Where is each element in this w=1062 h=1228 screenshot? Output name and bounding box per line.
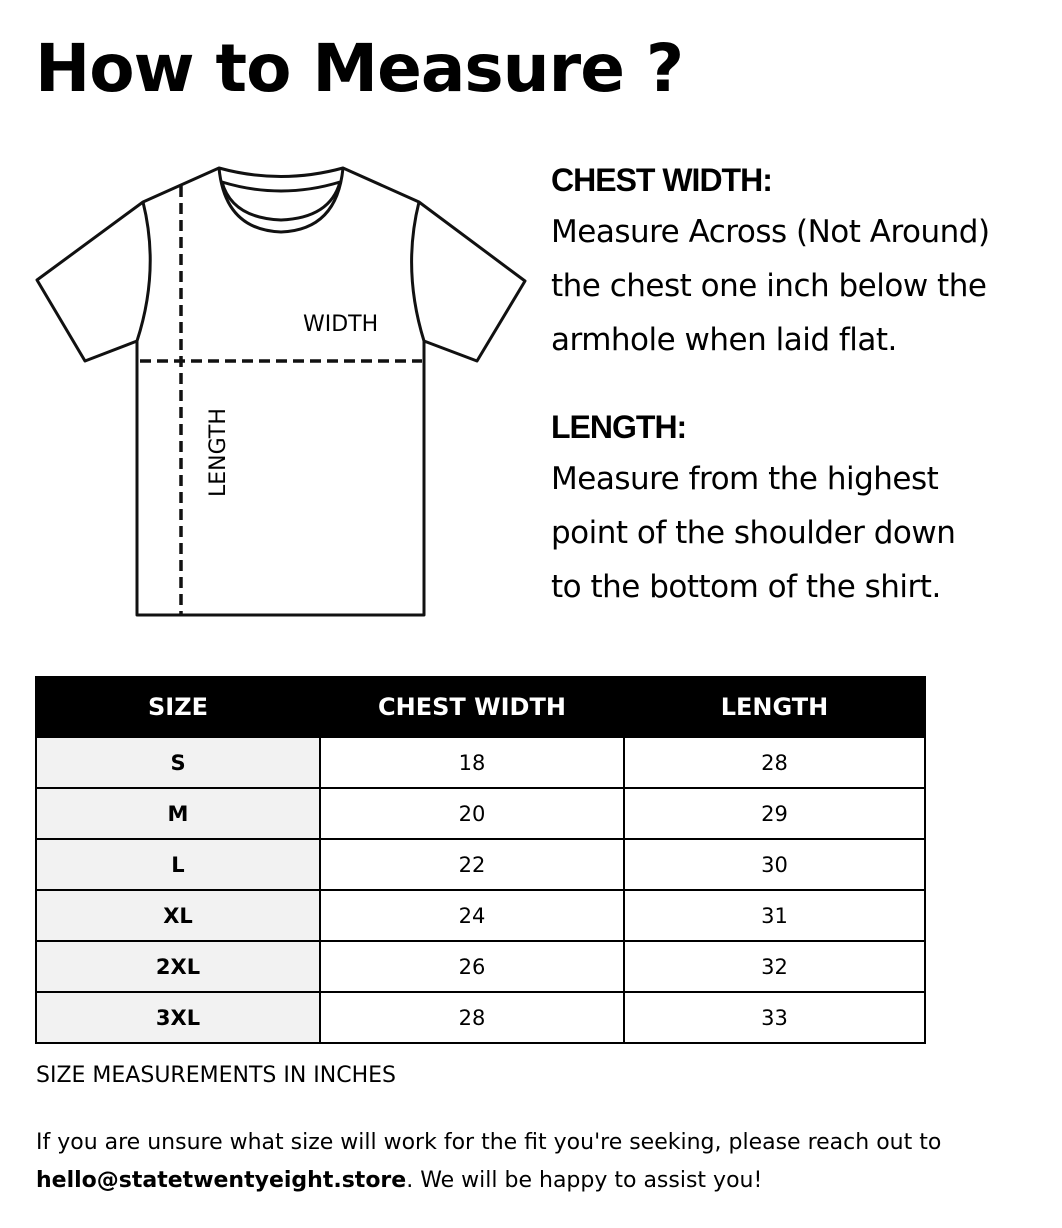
header-length: LENGTH bbox=[624, 677, 925, 737]
length-label: LENGTH bbox=[206, 408, 231, 497]
table-header-row bbox=[36, 677, 925, 737]
length-cell: 33 bbox=[624, 992, 925, 1043]
chest-line: the chest one inch below the bbox=[551, 268, 987, 304]
table-row bbox=[36, 839, 925, 890]
size-chart-table bbox=[35, 676, 926, 1044]
length-text bbox=[551, 452, 1051, 614]
chest-width-cell: 20 bbox=[320, 788, 624, 839]
chest-width-heading: CHEST WIDTH: bbox=[551, 162, 772, 198]
table-row bbox=[36, 890, 925, 941]
chest-width-text bbox=[551, 205, 1051, 367]
help-text-after: . We will be happy to assist you! bbox=[406, 1168, 763, 1193]
chest-width-cell: 22 bbox=[320, 839, 624, 890]
size-cell: M bbox=[36, 788, 320, 839]
page-title: How to Measure ? bbox=[35, 30, 684, 107]
tshirt-diagram bbox=[0, 0, 540, 640]
chest-width-cell: 28 bbox=[320, 992, 624, 1043]
table-row bbox=[36, 737, 925, 788]
size-cell: 3XL bbox=[36, 992, 320, 1043]
chest-line: armhole when laid flat. bbox=[551, 322, 897, 358]
size-cell: 2XL bbox=[36, 941, 320, 992]
length-heading: LENGTH: bbox=[551, 409, 687, 445]
length-cell: 31 bbox=[624, 890, 925, 941]
help-text bbox=[36, 1124, 1036, 1200]
length-cell: 28 bbox=[624, 737, 925, 788]
length-line: to the bottom of the shirt. bbox=[551, 569, 941, 605]
chest-width-cell: 24 bbox=[320, 890, 624, 941]
table-row bbox=[36, 788, 925, 839]
tshirt-outline bbox=[37, 168, 525, 615]
chest-width-cell: 18 bbox=[320, 737, 624, 788]
measurement-units-note: SIZE MEASUREMENTS IN INCHES bbox=[36, 1063, 396, 1088]
chest-width-instructions bbox=[551, 162, 1051, 367]
contact-email-link[interactable]: hello@statetwentyeight.store bbox=[36, 1168, 407, 1193]
length-line: Measure from the highest bbox=[551, 461, 939, 497]
size-cell: S bbox=[36, 737, 320, 788]
table-row bbox=[36, 941, 925, 992]
length-cell: 29 bbox=[624, 788, 925, 839]
size-cell: XL bbox=[36, 890, 320, 941]
length-cell: 30 bbox=[624, 839, 925, 890]
header-size: SIZE bbox=[36, 677, 320, 737]
length-instructions bbox=[551, 409, 1051, 614]
length-line: point of the shoulder down bbox=[551, 515, 956, 551]
help-text-before: If you are unsure what size will work for the fit you're seeking, please reach out to bbox=[36, 1130, 942, 1155]
length-cell: 32 bbox=[624, 941, 925, 992]
header-chest-width: CHEST WIDTH bbox=[320, 677, 624, 737]
chest-line: Measure Across (Not Around) bbox=[551, 214, 990, 250]
chest-width-cell: 26 bbox=[320, 941, 624, 992]
table-row bbox=[36, 992, 925, 1043]
width-label: WIDTH bbox=[303, 312, 379, 337]
size-cell: L bbox=[36, 839, 320, 890]
